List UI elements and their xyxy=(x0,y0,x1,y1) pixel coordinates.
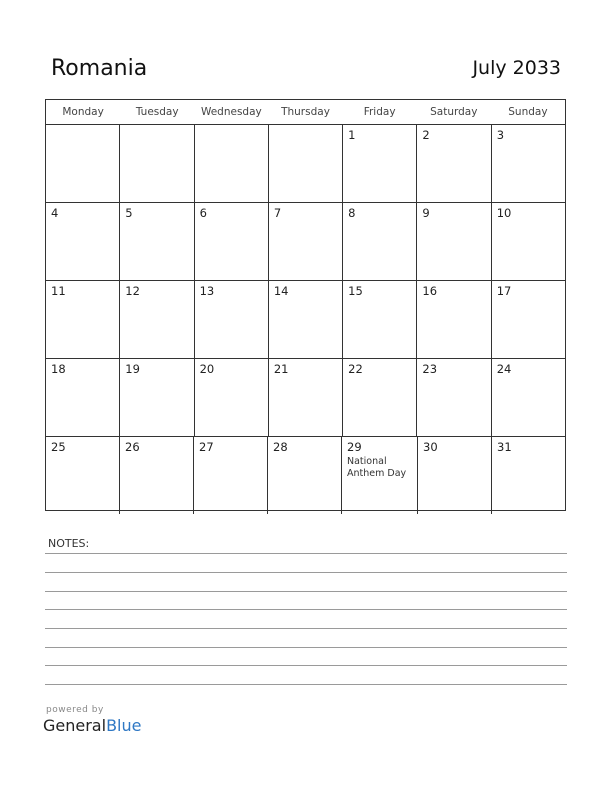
calendar-grid xyxy=(45,99,566,511)
notes-line xyxy=(45,553,567,554)
day-cell xyxy=(193,437,267,514)
day-cell xyxy=(491,359,565,436)
day-number: 26 xyxy=(125,440,140,454)
day-number: 23 xyxy=(422,362,438,376)
day-cell xyxy=(46,281,119,358)
day-number: 6 xyxy=(199,206,207,220)
day-number: 9 xyxy=(422,206,430,220)
day-number: 8 xyxy=(348,206,356,220)
day-number: 4 xyxy=(51,206,59,220)
day-number: 1 xyxy=(348,128,356,142)
week-row xyxy=(46,359,565,437)
week-row xyxy=(46,281,565,359)
day-cell xyxy=(267,437,341,514)
day-number: 7 xyxy=(273,206,282,220)
day-cell xyxy=(491,437,565,514)
day-cell xyxy=(416,359,490,436)
day-cell xyxy=(416,281,490,358)
day-cell xyxy=(342,203,416,280)
weekday-header: Tuesday xyxy=(135,106,179,118)
day-number: 5 xyxy=(125,206,133,220)
notes-label: NOTES: xyxy=(48,537,90,550)
day-number: 30 xyxy=(423,440,438,454)
day-number: 10 xyxy=(496,206,512,220)
day-cell xyxy=(491,203,565,280)
day-cell xyxy=(491,281,565,358)
notes-line xyxy=(45,609,567,610)
day-cell xyxy=(194,281,268,358)
day-number: 28 xyxy=(273,440,288,454)
day-cell xyxy=(268,359,342,436)
day-number: 20 xyxy=(199,362,215,376)
day-cell xyxy=(46,359,119,436)
notes-line xyxy=(45,628,567,629)
day-cell xyxy=(268,125,342,202)
day-cell xyxy=(341,437,417,514)
day-cell xyxy=(342,125,416,202)
country-title: Romania xyxy=(51,56,148,81)
day-number: 17 xyxy=(496,284,512,298)
weekday-header: Monday xyxy=(62,106,104,118)
day-cell xyxy=(194,359,268,436)
day-cell xyxy=(119,281,193,358)
day-number: 3 xyxy=(496,128,505,142)
day-cell xyxy=(46,125,119,202)
day-cell xyxy=(416,203,490,280)
weekday-header: Thursday xyxy=(281,106,330,118)
weekday-header: Wednesday xyxy=(200,106,262,118)
day-cell xyxy=(268,203,342,280)
day-number: 16 xyxy=(422,284,438,298)
brand-logo xyxy=(43,716,141,735)
brand-logo-part1: General xyxy=(43,716,107,735)
day-cell xyxy=(342,281,416,358)
weekday-header: Sunday xyxy=(508,106,548,118)
day-number: 25 xyxy=(51,440,66,454)
notes-line xyxy=(45,684,567,685)
day-number: 2 xyxy=(422,128,430,142)
powered-by-text: powered by xyxy=(46,705,104,715)
day-number: 14 xyxy=(273,284,289,298)
weekday-header: Friday xyxy=(363,106,396,118)
day-number: 18 xyxy=(51,362,66,376)
day-number: 15 xyxy=(348,284,363,298)
day-cell xyxy=(119,125,193,202)
day-number: 27 xyxy=(199,440,214,454)
brand-logo-part2: Blue xyxy=(106,716,142,735)
week-row xyxy=(46,203,565,281)
day-cell xyxy=(46,203,119,280)
notes-line xyxy=(45,665,567,666)
day-cell xyxy=(194,203,268,280)
day-cell xyxy=(119,437,193,514)
day-cell xyxy=(342,359,416,436)
day-number: 24 xyxy=(496,362,512,376)
notes-line xyxy=(45,647,567,648)
week-row xyxy=(46,437,565,514)
weekday-header-row xyxy=(46,100,565,125)
week-row xyxy=(46,125,565,203)
day-cell xyxy=(46,437,119,514)
day-cell xyxy=(416,125,490,202)
notes-line xyxy=(45,591,567,592)
day-number: 21 xyxy=(273,362,289,376)
weekday-header: Saturday xyxy=(430,106,478,118)
day-number: 22 xyxy=(348,362,363,376)
day-cell xyxy=(119,359,193,436)
month-title: July 2033 xyxy=(472,57,561,79)
day-number: 19 xyxy=(125,362,140,376)
day-number: 11 xyxy=(51,284,66,298)
day-cell xyxy=(119,203,193,280)
day-number: 29 xyxy=(347,440,362,454)
day-cell xyxy=(417,437,491,514)
day-cell xyxy=(268,281,342,358)
holiday-label: National Anthem Day xyxy=(347,456,407,479)
day-cell xyxy=(194,125,268,202)
day-number: 31 xyxy=(497,440,512,454)
day-cell xyxy=(491,125,565,202)
day-number: 12 xyxy=(125,284,140,298)
day-number: 13 xyxy=(199,284,215,298)
notes-line xyxy=(45,572,567,573)
